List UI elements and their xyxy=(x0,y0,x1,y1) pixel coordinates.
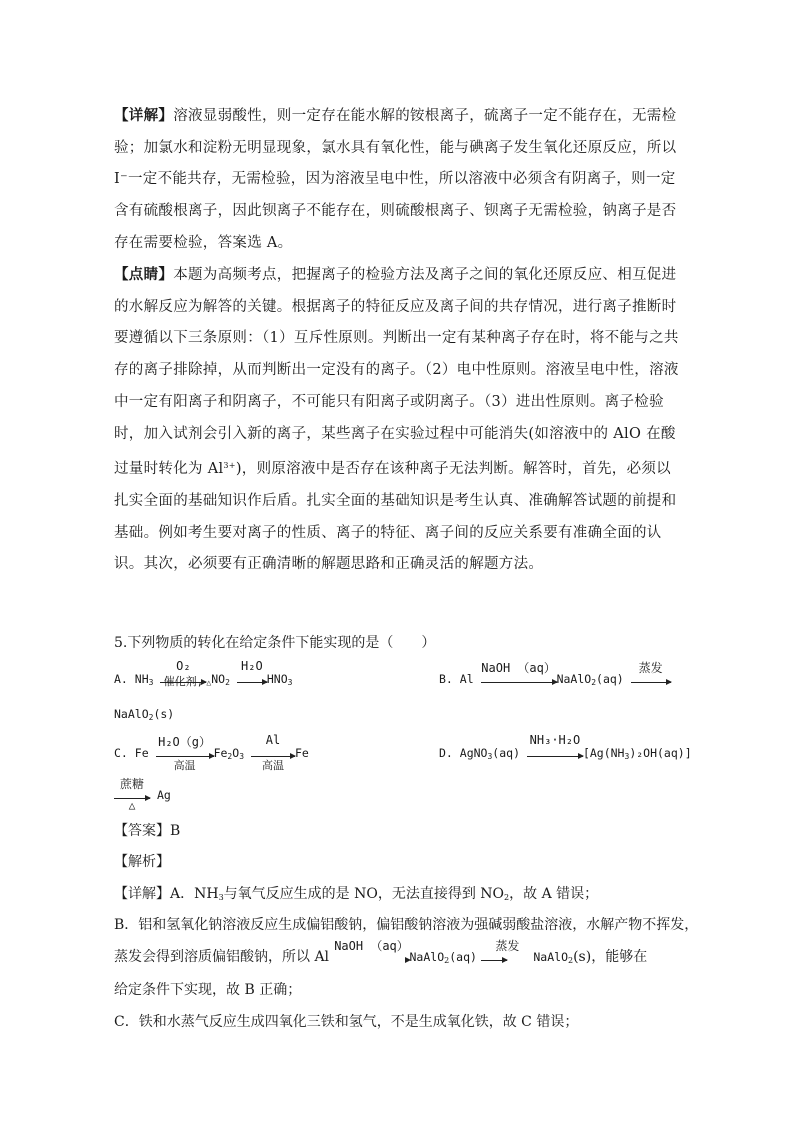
analysis-detail-b-line3: 给定条件下实现，故 B 正确； xyxy=(114,982,302,998)
option-b-label: B. Al xyxy=(439,672,474,686)
analysis-a-sub: 3 xyxy=(218,893,224,902)
option-b-continued xyxy=(114,707,174,722)
analysis-detail-c: C．铁和水蒸气反应生成四氧化三铁和氢气，不是生成氧化铁，故 C 错误； xyxy=(114,1014,579,1030)
option-c-arrow-2-below: 高温 xyxy=(261,759,284,772)
option-d-arrow-2-below: △ xyxy=(128,799,136,812)
reaction-arrow-icon xyxy=(237,682,267,683)
option-c-mid-b: O xyxy=(232,746,240,760)
option-b-end-tail: (s) xyxy=(153,707,175,721)
point-text-a: 本题为高频考点，把握离子的检验方法及离子之间的氧化还原反应、相互促进的水解反应为解答的关键。根据离子的特征反应及离子间的共存情况，进行离子推断时要遵循以下三条原则：（1）互斥性原则。判断出一定有某种离子存在时，将不能与之共存的离子排除掉，从而判断出一定没有的离子。（2）电中性原则。溶液呈电中性，溶液中一定有阳离子和阴离子，不可能只有阳离子或阴离子。（3）进出性原则。离子检验时，加入试剂会引入新的离子，某些离子在实验过程中可能消失(如溶液中的 AlO 在酸过量时转化为 Al xyxy=(114,267,679,478)
analysis-b-arrow-1 xyxy=(334,939,410,961)
option-d xyxy=(439,733,692,761)
point-text-b: )，则原溶液中是否存在该种离子无法判断。解答时，首先，必须以扎实全面的基础知识作后盾。扎实全面的基础知识是考生认真、准确解答试题的前提和基础。例如考生要对离子的性质、离子的特征、离子间的反应关系要有准确全面的认识。其次，必须要有正确清晰的解题思路和正确灵活的解题方法。 xyxy=(114,461,677,573)
option-d-label-sub: 3 xyxy=(487,752,493,761)
reaction-arrow-icon xyxy=(481,960,507,961)
option-b-arrow-2-above: 蒸发 xyxy=(638,661,663,675)
option-a-end-sub: 3 xyxy=(287,678,293,687)
option-b-mid-sub: 2 xyxy=(591,678,597,687)
option-c-label: C. Fe xyxy=(114,746,149,760)
analysis-b-arrow-2-label: 蒸发 xyxy=(495,939,520,953)
option-b-arrow-1-above: NaOH （aq） xyxy=(481,661,556,675)
option-a xyxy=(114,659,293,688)
option-d-mid-tail: )₂OH(aq)] xyxy=(629,746,692,760)
option-a-arrow-1-below: 催化剂, xyxy=(163,675,204,688)
option-a-mid-sub: 2 xyxy=(225,678,230,687)
point-tag: 【点睛】 xyxy=(114,266,174,283)
answer-line: 【答案】B xyxy=(114,823,181,839)
analysis-b-arrow-1-label: NaOH （aq） xyxy=(334,939,409,953)
option-d-label: D. AgNO xyxy=(439,746,488,760)
analysis-b-end-tail: (s)，能够在 xyxy=(573,949,648,965)
option-b-end: NaAlO xyxy=(114,707,149,721)
analysis-detail-b-line2 xyxy=(114,939,648,966)
reaction-arrow-icon xyxy=(631,682,671,683)
option-b-arrow-1 xyxy=(481,661,557,683)
analysis-b-end-sub: 2 xyxy=(568,956,574,965)
option-c-mid: Fe xyxy=(213,746,228,760)
hidden-arrow-shaft xyxy=(334,960,410,961)
analysis-b-mid-tail: (aq) xyxy=(449,950,477,964)
option-c-mid-sub: 2 xyxy=(227,752,233,761)
analysis-detail-b-line1: B．铝和氢氧化钠溶液反应生成偏铝酸钠，偏铝酸钠溶液为强碱弱酸盐溶液，水解产物不挥发， xyxy=(114,917,699,933)
option-a-label: A. NH xyxy=(114,672,149,686)
option-c-arrow-1 xyxy=(156,735,214,772)
option-c-arrow-2-above: Al xyxy=(265,733,281,747)
option-c-mid-sub2: 3 xyxy=(239,752,245,761)
analysis-b-end: NaAlO xyxy=(533,950,568,964)
detail-tag: 【详解】 xyxy=(114,107,174,124)
option-b xyxy=(439,661,671,687)
option-d-arrow-2-above: 蔗糖 xyxy=(119,777,144,791)
option-a-arrow-2-above: H₂O xyxy=(241,659,263,673)
option-d-end: Ag xyxy=(156,788,171,802)
option-b-arrow-2 xyxy=(631,661,671,683)
option-b-mid: NaAlO xyxy=(556,672,592,686)
point-paragraph xyxy=(114,259,684,581)
analysis-b-mid: NaAlO xyxy=(409,950,445,964)
option-a-heat: △ xyxy=(206,678,212,687)
option-d-mid: [Ag(NH xyxy=(582,746,625,760)
option-a-label-sub: 3 xyxy=(148,678,154,687)
analysis-a-sub2: 2 xyxy=(504,893,510,902)
analysis-a-mid: 与氧气反应生成的是 NO，无法直接得到 NO xyxy=(223,886,505,902)
analysis-a-post: ，故 A 错误； xyxy=(509,886,599,902)
option-d-arrow-1-above: NH₃·H₂O xyxy=(529,733,581,747)
option-a-end: HNO xyxy=(266,672,288,686)
option-d-arrow-1 xyxy=(527,733,583,757)
reaction-arrow-icon xyxy=(527,756,583,757)
option-d-label-tail: (aq) xyxy=(492,746,520,760)
option-a-arrow-1-above: O₂ xyxy=(176,659,191,673)
detail-paragraph xyxy=(114,100,684,260)
analysis-b-pre: 蒸发会得到溶质偏铝酸钠，所以 Al xyxy=(114,949,330,965)
analysis-b-arrow-2 xyxy=(481,939,533,961)
option-c-arrow-1-below: 高温 xyxy=(173,759,196,772)
option-c-arrow-1-above: H₂O（g） xyxy=(158,735,212,749)
option-a-arrow-1 xyxy=(160,659,206,688)
detail-text: 溶液显弱酸性，则一定存在能水解的铵根离子，硫离子一定不能存在，无需检验；加氯水和淀粉无明显现象，氯水具有氧化性，能与碘离子发生氧化还原反应，所以 I⁻一定不能共存，无需检验，因为溶液呈电中性，所以溶液中必须含有阴离子，则一定含有硫酸根离子，因此钡离子不能存在，则硫酸根离子、钡离子无需检验，钠离子是否存在需要检验，答案选 A。 xyxy=(114,108,677,251)
option-d-continued xyxy=(114,777,171,812)
point-superscript: 3+ xyxy=(223,461,236,471)
option-b-end-sub: 2 xyxy=(148,713,154,722)
option-a-mid: NO xyxy=(211,672,226,686)
option-a-arrow-2 xyxy=(237,659,267,683)
option-c-arrow-2 xyxy=(251,733,295,772)
analysis-a-pre: 【详解】A．NH xyxy=(114,886,219,902)
option-d-mid-sub: 3 xyxy=(624,752,630,761)
option-c-end: Fe xyxy=(294,746,309,760)
analysis-heading: 【解析】 xyxy=(114,854,170,870)
option-d-arrow-2 xyxy=(114,777,150,812)
option-b-mid-tail: (aq) xyxy=(596,672,624,686)
reaction-arrow-icon xyxy=(481,682,557,683)
analysis-b-mid-sub: 2 xyxy=(444,956,450,965)
question-title: 5.下列物质的转化在给定条件下能实现的是（ ） xyxy=(114,635,436,651)
option-c xyxy=(114,733,309,772)
analysis-detail-a xyxy=(114,883,598,903)
